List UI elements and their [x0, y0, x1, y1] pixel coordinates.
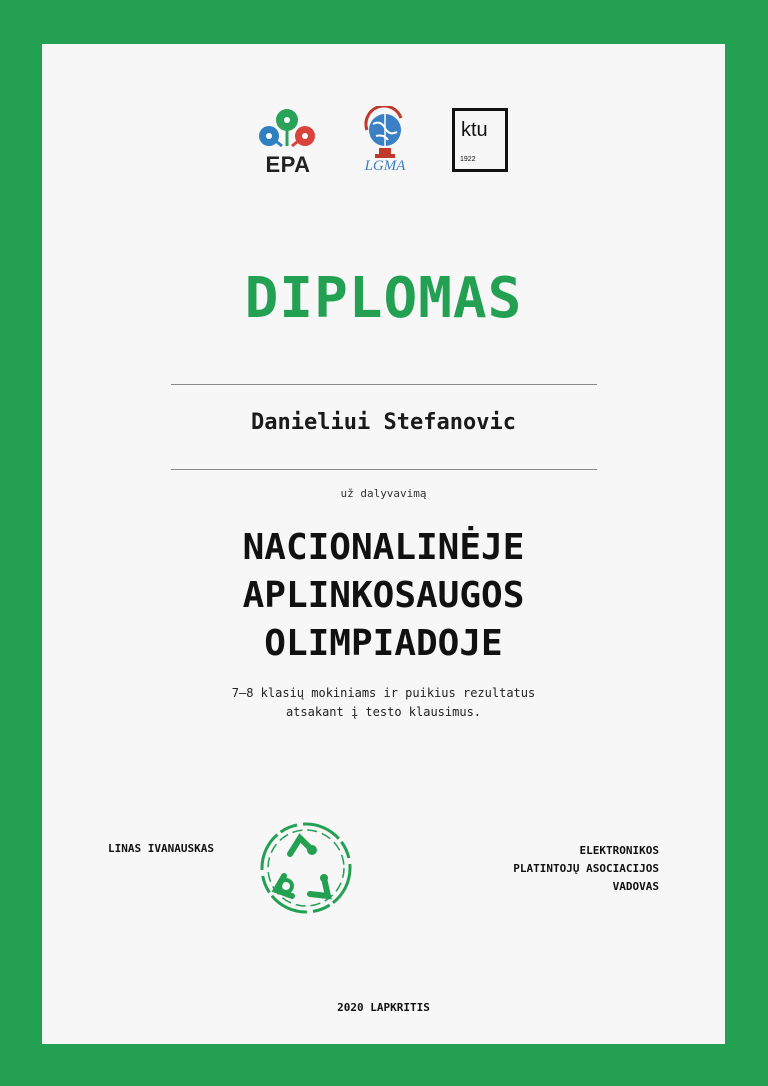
epa-logo-text: EPA	[265, 152, 311, 177]
lgma-logo-text: LGMA	[364, 158, 406, 174]
globe-icon	[354, 106, 416, 160]
logo-row	[42, 106, 725, 182]
event-name	[42, 524, 725, 668]
diploma-sheet	[42, 44, 725, 1044]
recycle-seal-icon	[258, 820, 354, 916]
event-name-line: NACIONALINĖJE	[242, 527, 525, 568]
recipient-name: Danieliui Stefanovic	[251, 410, 516, 435]
ktu-logo	[452, 108, 508, 172]
event-name-line: APLINKOSAUGOS	[242, 575, 525, 616]
organization-line: VADOVAS	[612, 880, 659, 893]
divider-top	[171, 384, 597, 385]
award-reason: už dalyvavimą	[340, 487, 427, 500]
divider-bottom	[171, 469, 597, 470]
description-line: atsakant į testo klausimus.	[285, 705, 482, 719]
diploma-title: DIPLOMAS	[244, 266, 523, 331]
issue-date: 2020 LAPKRITIS	[337, 1001, 430, 1014]
event-description	[42, 684, 725, 722]
description-line: 7–8 klasių mokiniams ir puikius rezultatus	[231, 686, 536, 700]
signatory-name: LINAS IVANAUSKAS	[108, 842, 214, 855]
epa-emblem-icon	[254, 106, 320, 152]
organization-line: PLATINTOJŲ ASOCIACIJOS	[513, 862, 659, 875]
lgma-logo	[354, 106, 416, 182]
epa-logo	[254, 106, 320, 178]
organization-title	[513, 842, 659, 896]
event-name-line: OLIMPIADOJE	[264, 623, 503, 664]
ktu-logo-text: ktu	[461, 119, 488, 141]
ktu-logo-year: 1922	[460, 156, 476, 163]
organization-line: ELEKTRONIKOS	[579, 844, 659, 857]
